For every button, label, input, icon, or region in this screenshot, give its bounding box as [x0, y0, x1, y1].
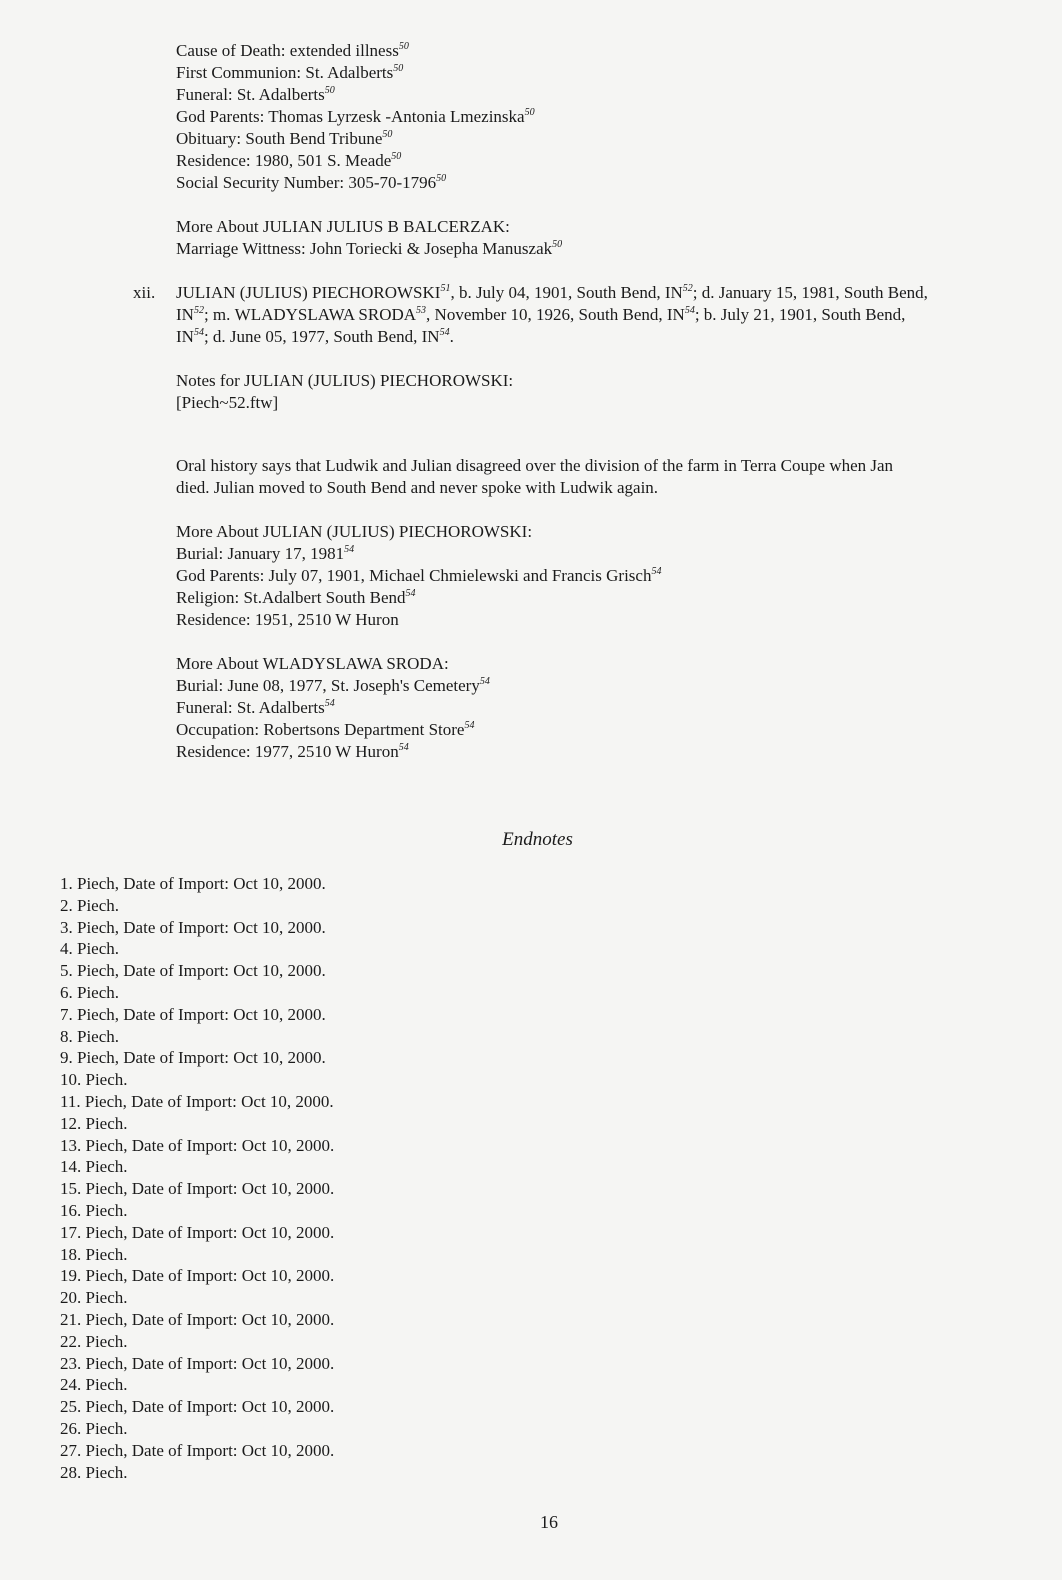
oral-history-line-2: died. Julian moved to South Bend and never spoke with Ludwik again.: [176, 478, 659, 497]
page-number: 16: [540, 1512, 558, 1532]
endnote-item: 14. Piech.: [60, 1157, 128, 1177]
fact-line: Residence: 1951, 2510 W Huron: [176, 610, 399, 629]
fact-line: Religion: St.Adalbert South Bend$^{54}$: [176, 588, 416, 607]
fact-line: God Parents: July 07, 1901, Michael Chmielewski and Francis Grisch$^{54}$: [176, 566, 662, 585]
fact-line: Residence: 1977, 2510 W Huron$^{54}$: [176, 742, 409, 761]
fact-line: Funeral: St. Adalberts$^{54}$: [176, 698, 335, 717]
entry-line-1: JULIAN (JULIUS) PIECHOROWSKI$^{51}$, b. July 04, 1901, South Bend, IN$^{52}$; d. January 15, 1981, South Bend,: [176, 283, 928, 302]
endnote-item: 1. Piech, Date of Import: Oct 10, 2000.: [60, 874, 326, 893]
oral-history-line-1: Oral history says that Ludwik and Julian disagreed over the division of the farm in Terra Coupe when Jan: [176, 456, 894, 475]
more-about-wladyslawa-heading: More About WLADYSLAWA SRODA:: [176, 654, 449, 673]
fact-line: Occupation: Robertsons Department Store$^{54}$: [176, 720, 475, 739]
endnote-item: 19. Piech, Date of Import: Oct 10, 2000.: [60, 1266, 335, 1286]
endnote-item: 26. Piech.: [60, 1419, 128, 1438]
endnote-item: 11. Piech, Date of Import: Oct 10, 2000.: [60, 1092, 334, 1111]
fact-line: First Communion: St. Adalberts$^{50}$: [176, 63, 404, 82]
endnote-item: 9. Piech, Date of Import: Oct 10, 2000.: [60, 1048, 326, 1068]
endnote-item: 7. Piech, Date of Import: Oct 10, 2000.: [60, 1004, 326, 1024]
entry-line-2: IN$^{52}$; m. WLADYSLAWA SRODA$^{53}$, November 10, 1926, South Bend, IN$^{54}$; b. July 21, 1901, South Bend,: [176, 305, 906, 324]
endnote-item: 27. Piech, Date of Import: Oct 10, 2000.: [60, 1440, 335, 1460]
endnote-item: 12. Piech.: [60, 1113, 128, 1133]
spouse-name: WLADYSLAWA SRODA: [234, 305, 417, 324]
endnote-item: 20. Piech.: [60, 1288, 128, 1308]
endnote-item: 13. Piech, Date of Import: Oct 10, 2000.: [60, 1135, 335, 1155]
marriage-witness-fact: Marriage Wittness: John Toriecki & Josepha Manuszak$^{50}$: [176, 239, 563, 258]
endnotes-title: Endnotes: [502, 829, 573, 850]
endnote-item: 2. Piech.: [60, 895, 120, 915]
endnote-item: 23. Piech, Date of Import: Oct 10, 2000.: [60, 1353, 335, 1373]
endnote-item: 22. Piech.: [60, 1331, 128, 1351]
entry-number: xii.: [133, 283, 156, 302]
endnote-item: 25. Piech, Date of Import: Oct 10, 2000.: [60, 1397, 335, 1417]
endnote-item: 17. Piech, Date of Import: Oct 10, 2000.: [60, 1222, 335, 1242]
endnote-item: 16. Piech.: [60, 1201, 128, 1220]
endnote-item: 5. Piech, Date of Import: Oct 10, 2000.: [60, 961, 326, 981]
endnote-item: 4. Piech.: [60, 939, 120, 959]
fact-line: Burial: January 17, 1981$^{54}$: [176, 544, 355, 563]
fact-line: Obituary: South Bend Tribune$^{50}$: [176, 129, 393, 148]
fact-line: God Parents: Thomas Lyrzesk -Antonia Lmezinska$^{50}$: [176, 107, 535, 126]
endnote-item: 8. Piech.: [60, 1026, 120, 1046]
notes-heading: Notes for JULIAN (JULIUS) PIECHOROWSKI:: [176, 371, 514, 390]
endnote-item: 10. Piech.: [60, 1070, 128, 1090]
fact-line: Social Security Number: 305-70-1796$^{50}$: [176, 173, 447, 192]
endnote-item: 3. Piech, Date of Import: Oct 10, 2000.: [60, 917, 326, 937]
fact-line: Burial: June 08, 1977, St. Joseph's Cemetery$^{54}$: [176, 676, 490, 695]
fact-line: Residence: 1980, 501 S. Meade$^{50}$: [176, 151, 402, 170]
endnote-item: 15. Piech, Date of Import: Oct 10, 2000.: [60, 1179, 335, 1199]
endnote-item: 28. Piech.: [60, 1462, 128, 1482]
endnote-item: 18. Piech.: [60, 1244, 128, 1264]
endnote-item: 21. Piech, Date of Import: Oct 10, 2000.: [60, 1310, 335, 1329]
endnote-item: 6. Piech.: [60, 983, 120, 1002]
fact-line: Funeral: St. Adalberts$^{50}$: [176, 85, 335, 104]
more-about-julian-heading: More About JULIAN (JULIUS) PIECHOROWSKI:: [176, 522, 533, 541]
endnote-item: 24. Piech.: [60, 1375, 128, 1395]
notes-file: [Piech~52.ftw]: [176, 393, 279, 412]
person-name: JULIAN (JULIUS) PIECHOROWSKI: [176, 283, 441, 302]
entry-line-3: IN$^{54}$; d. June 05, 1977, South Bend, IN$^{54}$.: [176, 327, 454, 346]
more-about-balcerzak-heading: More About JULIAN JULIUS B BALCERZAK:: [176, 217, 510, 236]
fact-line: Cause of Death: extended illness$^{50}$: [176, 41, 409, 60]
